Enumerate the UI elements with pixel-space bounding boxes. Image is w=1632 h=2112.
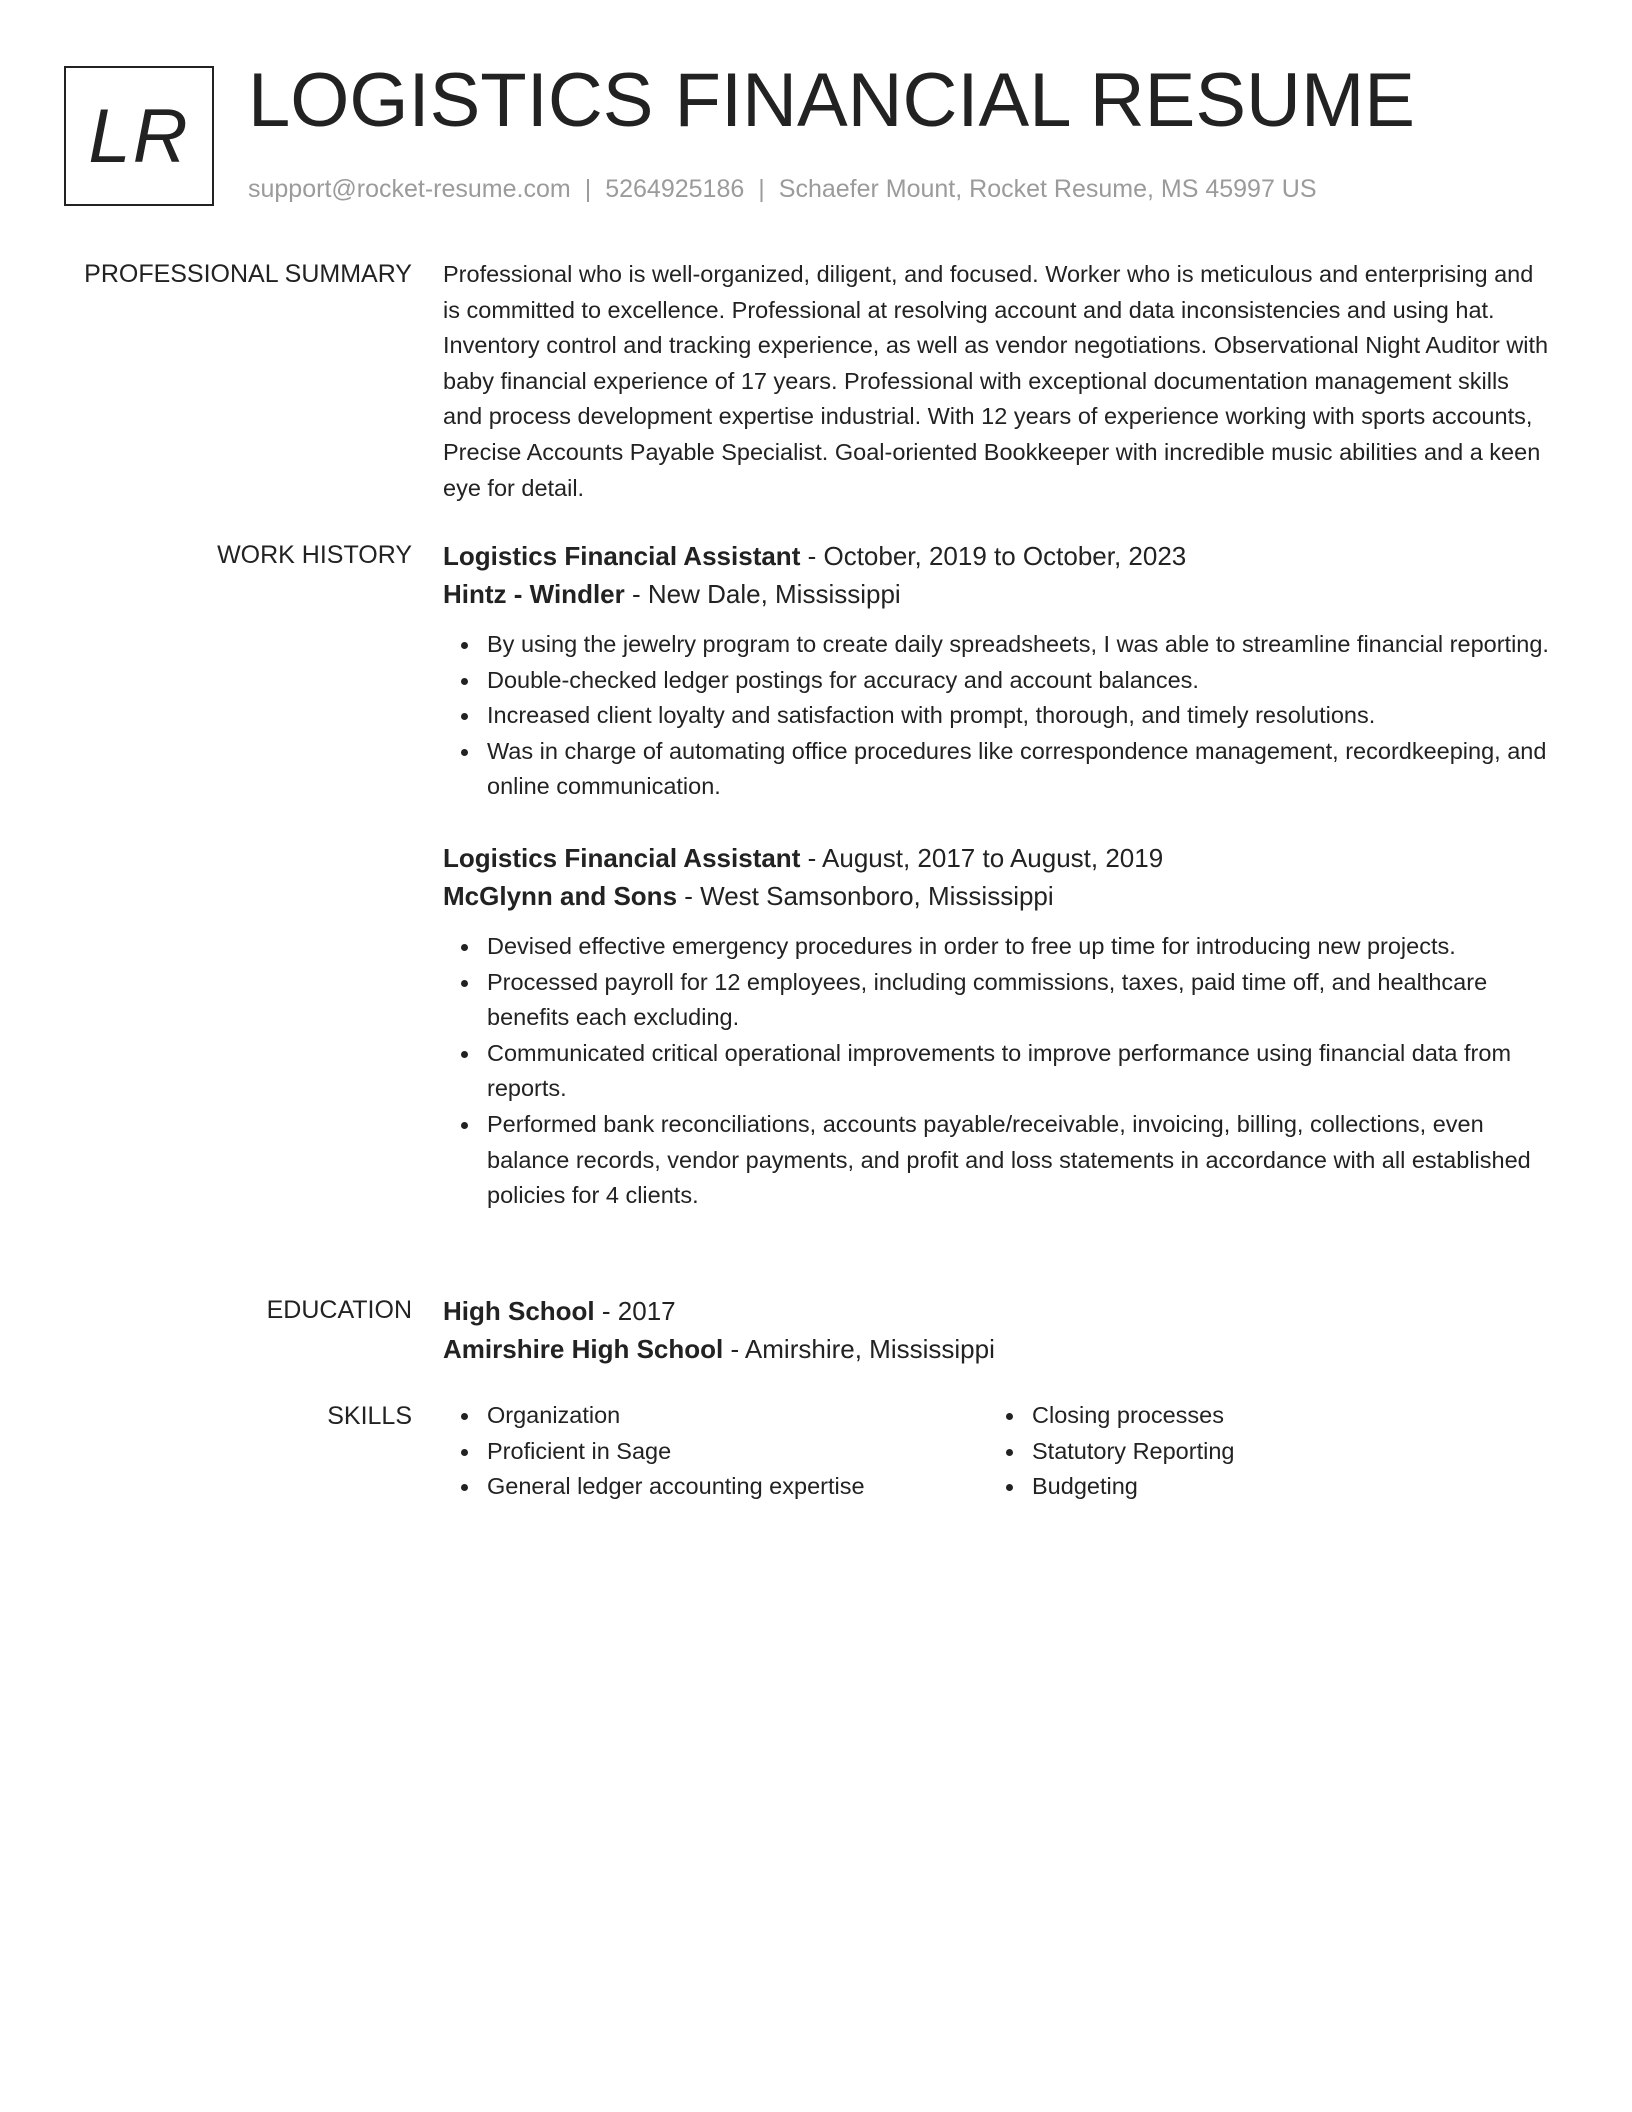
list-item: Devised effective emergency procedures in order to free up time for introducing new projects. [487,929,1553,965]
resume-title: LOGISTICS FINANCIAL RESUME [248,58,1415,143]
job-entry [443,839,1553,1214]
summary-text: Professional who is well-organized, diligent, and focused. Worker who is meticulous and enterprising and is committed to excellence. Professional at resolving account and data inconsistencies and using hat. Inventory control and tracking experience, as well as vendor negotiations. Observational Night Auditor with baby financial experience of 17 years. Professional with exceptional documentation management skills and process development expertise industrial. With 12 years of experience working with sports accounts, Precise Accounts Payable Specialist. Goal-oriented Bookkeeper with incredible music abilities and a keen eye for detail. [443,261,1549,501]
list-item: Was in charge of automating office procedures like correspondence management, recordkeeping, and online communication. [487,734,1553,805]
job-title: Logistics Financial Assistant [443,842,801,873]
job-bullets [443,929,1553,1214]
contact-separator: | [758,175,765,203]
skills-body [443,1398,1553,1505]
skills-list [443,1398,988,1505]
skill-item: Organization [487,1398,988,1434]
job-location: - West Samsonboro, Mississippi [677,880,1054,911]
job-title-line [443,839,1553,877]
section-heading: WORK HISTORY [217,541,412,569]
skills-column-right [988,1398,1533,1505]
contact-phone[interactable]: 5264925186 [605,175,745,203]
monogram-logo: LR [64,66,214,206]
degree-line [443,1292,1553,1330]
skill-item: Statutory Reporting [1032,1434,1533,1470]
job-title: Logistics Financial Assistant [443,541,801,571]
contact-line [248,172,1317,206]
job-company-line [443,877,1553,915]
skills-columns [443,1398,1553,1505]
skills-list [988,1398,1533,1505]
list-item: Processed payroll for 12 employees, including commissions, taxes, paid time off, and healthcare benefits each excluding. [487,965,1553,1036]
job-dates: - October, 2019 to October, 2023 [800,541,1187,571]
list-item: Communicated critical operational improvements to improve performance using financial data from reports. [487,1036,1553,1107]
contact-separator: | [584,175,592,203]
skill-item: Budgeting [1032,1469,1533,1505]
job-title-line [443,537,1553,575]
job-company: McGlynn and Sons [443,880,678,911]
job-company: Hintz - Windler [443,579,625,609]
job-company-line [443,575,1553,613]
school-location: - Amirshire, Mississippi [723,1334,995,1364]
school-line [443,1330,1553,1368]
section-heading: SKILLS [327,1402,412,1430]
contact-address: Schaefer Mount, Rocket Resume, MS 45997 US [778,175,1317,203]
list-item: Increased client loyalty and satisfaction with prompt, thorough, and timely resolutions. [487,698,1553,734]
skill-item: General ledger accounting expertise [487,1469,988,1505]
section-heading: EDUCATION [266,1296,412,1324]
contact-email[interactable]: support@rocket-resume.com [248,175,571,203]
work-history-body [443,537,1553,1214]
job-bullets [443,627,1553,805]
degree: High School [443,1296,595,1326]
job-entry [443,537,1553,805]
skill-item: Closing processes [1032,1398,1533,1434]
list-item: Double-checked ledger postings for accuracy and account balances. [487,663,1553,699]
school-name: Amirshire High School [443,1334,724,1364]
job-dates: - August, 2017 to August, 2019 [800,842,1164,873]
skills-column-left [443,1398,988,1505]
graduation-year: - 2017 [594,1296,676,1326]
list-item: Performed bank reconciliations, accounts payable/receivable, invoicing, billing, collections, even balance records, vendor payments, and profit and loss statements in accordance with all established policies for 4 clients. [487,1107,1553,1214]
section-heading: PROFESSIONAL SUMMARY [84,260,412,288]
skill-item: Proficient in Sage [487,1434,988,1470]
list-item: By using the jewelry program to create daily spreadsheets, I was able to streamline financial reporting. [487,627,1553,663]
job-location: - New Dale, Mississippi [624,579,901,609]
education-body [443,1292,1553,1368]
